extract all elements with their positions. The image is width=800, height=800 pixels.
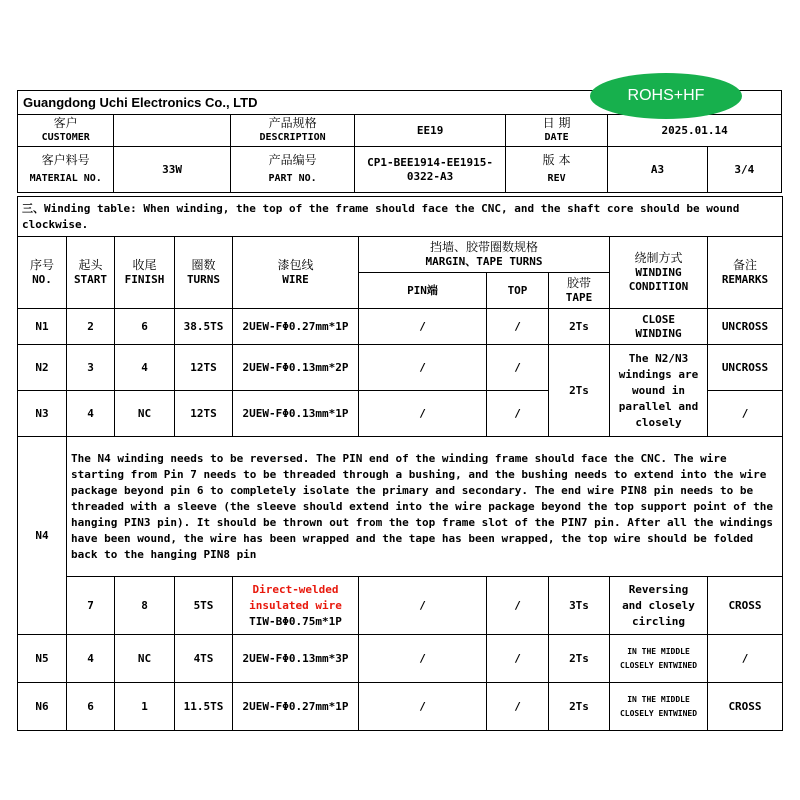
col-turns: 圈数 TURNS xyxy=(175,237,233,309)
row-start: 4 xyxy=(67,391,115,437)
row-turns: 4TS xyxy=(175,635,233,683)
material-label: 客户料号 MATERIAL NO. xyxy=(18,147,114,193)
row-top: / xyxy=(487,309,549,345)
row-finish: 6 xyxy=(115,309,175,345)
row-wire: 2UEW-FΦ0.13mm*1P xyxy=(233,391,359,437)
customer-label: 客户 CUSTOMER xyxy=(18,115,114,147)
row-condition-n2-n3: The N2/N3 windings are wound in parallel and closely xyxy=(610,345,708,437)
n4-instruction-note: The N4 winding needs to be reversed. The PIN end of the winding frame should face the CNC. The wire starting from Pin 7 needs to be threaded through a bushing, and the bushing needs to extend into the wire package beyond pin 6 to completely isolate the primary and secondary. The end wire PIN8 pin needs to be threaded with a sleeve (the sleeve should extend into the wire package beyond the top support point of the hanging PIN3 pin). It should be thrown out from the top frame slot of the PIN7 pin. After all the windings have been wound, the wire has been wrapped and the tape has been wrapped, the top wire should be folded back to the hanging PIN8 pin xyxy=(67,437,783,577)
row-start: 3 xyxy=(67,345,115,391)
col-start: 起头 START xyxy=(67,237,115,309)
row-condition: IN THE MIDDLE CLOSELY ENTWINED xyxy=(610,683,708,731)
date-value: 2025.01.14 xyxy=(608,115,782,147)
row-top: / xyxy=(487,577,549,635)
row-remarks: / xyxy=(708,635,783,683)
row-tape-n2-n3: 2Ts xyxy=(549,345,610,437)
table-row xyxy=(18,635,783,683)
row-turns: 12TS xyxy=(175,345,233,391)
row-top: / xyxy=(487,391,549,437)
row-top: / xyxy=(487,345,549,391)
row-condition: CLOSE WINDING xyxy=(610,309,708,345)
row-remarks: UNCROSS xyxy=(708,345,783,391)
row-start: 7 xyxy=(67,577,115,635)
row-wire: 2UEW-FΦ0.13mm*3P xyxy=(233,635,359,683)
material-value: 33W xyxy=(114,147,230,193)
row-pin: / xyxy=(359,391,487,437)
page-number: 3/4 xyxy=(707,147,781,193)
row-turns: 38.5TS xyxy=(175,309,233,345)
col-pin-end: PIN端 xyxy=(359,273,487,309)
row-pin: / xyxy=(359,635,487,683)
row-no: N6 xyxy=(18,683,67,731)
table-row xyxy=(18,309,783,345)
row-no: N5 xyxy=(18,635,67,683)
row-finish: 1 xyxy=(115,683,175,731)
row-finish: 4 xyxy=(115,345,175,391)
col-wire: 漆包线 WIRE xyxy=(233,237,359,309)
row-pin: / xyxy=(359,577,487,635)
col-finish: 收尾 FINISH xyxy=(115,237,175,309)
row-no: N1 xyxy=(18,309,67,345)
row-remarks: CROSS xyxy=(708,577,783,635)
row-wire: 2UEW-FΦ0.13mm*2P xyxy=(233,345,359,391)
row-start: 2 xyxy=(67,309,115,345)
row-tape: 2Ts xyxy=(549,309,610,345)
rohs-hf-badge: ROHS+HF xyxy=(590,73,742,119)
table-row xyxy=(18,683,783,731)
row-pin: / xyxy=(359,683,487,731)
row-top: / xyxy=(487,635,549,683)
row-pin: / xyxy=(359,345,487,391)
row-wire: 2UEW-FΦ0.27mm*1P xyxy=(233,309,359,345)
description-label: 产品规格 DESCRIPTION xyxy=(230,115,354,147)
rev-value: A3 xyxy=(608,147,707,193)
row-finish: NC xyxy=(115,391,175,437)
row-remarks: / xyxy=(708,391,783,437)
row-remarks: CROSS xyxy=(708,683,783,731)
row-condition: Reversing and closely circling xyxy=(610,577,708,635)
table-row xyxy=(18,437,783,577)
col-tape: 胶带 TAPE xyxy=(549,273,610,309)
table-row xyxy=(18,577,783,635)
row-pin: / xyxy=(359,309,487,345)
col-winding-condition: 绕制方式 WINDING CONDITION xyxy=(610,237,708,309)
part-value: CP1-BEE1914-EE1915- 0322-A3 xyxy=(355,147,506,193)
row-turns: 12TS xyxy=(175,391,233,437)
part-label: 产品编号 PART NO. xyxy=(230,147,354,193)
row-no: N4 xyxy=(18,437,67,635)
row-turns: 11.5TS xyxy=(175,683,233,731)
row-wire: 2UEW-FΦ0.27mm*1P xyxy=(233,683,359,731)
row-no: N2 xyxy=(18,345,67,391)
description-value: EE19 xyxy=(355,115,506,147)
row-tape: 2Ts xyxy=(549,683,610,731)
rev-label: 版 本 REV xyxy=(505,147,607,193)
company-name: Guangdong Uchi Electronics Co., LTD xyxy=(18,91,782,115)
row-start: 6 xyxy=(67,683,115,731)
col-no: 序号 NO. xyxy=(18,237,67,309)
section-title: 三、Winding table: When winding, the top of the frame should face the CNC, and the shaft core should be wound clockwise. xyxy=(18,197,783,237)
row-tape: 3Ts xyxy=(549,577,610,635)
date-label: 日 期 DATE xyxy=(505,115,607,147)
table-row xyxy=(18,345,783,391)
row-remarks: UNCROSS xyxy=(708,309,783,345)
row-wire: Direct-welded insulated wire TIW-BΦ0.75m*1P xyxy=(233,577,359,635)
col-margin-tape: 挡墙、胶带圈数规格 MARGIN、TAPE TURNS xyxy=(359,237,610,273)
winding-table xyxy=(17,196,783,731)
row-start: 4 xyxy=(67,635,115,683)
row-finish: 8 xyxy=(115,577,175,635)
row-top: / xyxy=(487,683,549,731)
row-finish: NC xyxy=(115,635,175,683)
customer-value xyxy=(114,115,230,147)
row-no: N3 xyxy=(18,391,67,437)
row-condition: IN THE MIDDLE CLOSELY ENTWINED xyxy=(610,635,708,683)
col-top: TOP xyxy=(487,273,549,309)
row-tape: 2Ts xyxy=(549,635,610,683)
row-turns: 5TS xyxy=(175,577,233,635)
col-remarks: 备注 REMARKS xyxy=(708,237,783,309)
